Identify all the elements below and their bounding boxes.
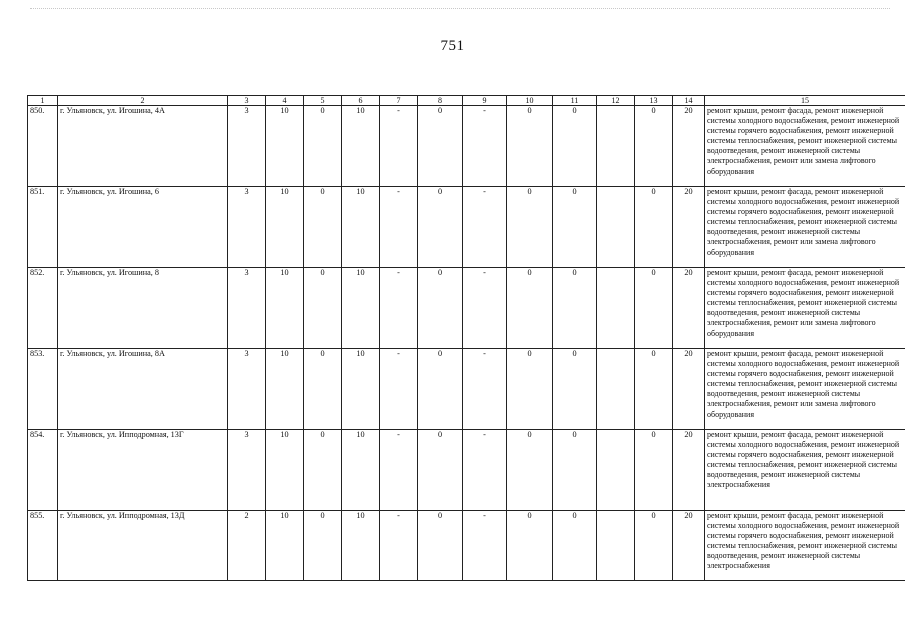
value-cell: 0: [553, 268, 597, 349]
value-cell: 0: [304, 106, 342, 187]
value-cell: 3: [228, 106, 266, 187]
value-cell: -: [463, 430, 507, 511]
row-number: 855.: [28, 511, 58, 581]
address-cell: г. Ульяновск, ул. Ипподромная, 13Г: [58, 430, 228, 511]
row-number: 852.: [28, 268, 58, 349]
value-cell: 20: [673, 106, 705, 187]
row-number: 854.: [28, 430, 58, 511]
value-cell: 0: [635, 349, 673, 430]
column-header: 10: [507, 96, 553, 106]
value-cell: 10: [342, 268, 380, 349]
works-cell: ремонт крыши, ремонт фасада, ремонт инженерной системы холодного водоснабжения, ремонт инженерной системы горячего водоснабжения, ремонт инженерной системы теплоснабжения, ремонт инженерной системы водоотведения, ремонт инженерной системы электроснабжения: [705, 430, 905, 511]
value-cell: -: [463, 268, 507, 349]
value-cell: 3: [228, 268, 266, 349]
value-cell: 0: [553, 349, 597, 430]
value-cell: 0: [553, 511, 597, 581]
value-cell: 0: [304, 187, 342, 268]
value-cell: 20: [673, 268, 705, 349]
value-cell: 20: [673, 430, 705, 511]
value-cell: -: [380, 268, 418, 349]
works-cell: ремонт крыши, ремонт фасада, ремонт инженерной системы холодного водоснабжения, ремонт инженерной системы горячего водоснабжения, ремонт инженерной системы теплоснабжения, ремонт инженерной системы водоотведения, ремонт инженерной системы электроснабжения, ремонт или замена лифтового оборудования: [705, 268, 905, 349]
value-cell: 10: [342, 430, 380, 511]
value-cell: [597, 349, 635, 430]
value-cell: -: [463, 106, 507, 187]
value-cell: 0: [635, 187, 673, 268]
value-cell: 0: [635, 268, 673, 349]
value-cell: 0: [304, 430, 342, 511]
works-cell: ремонт крыши, ремонт фасада, ремонт инженерной системы холодного водоснабжения, ремонт инженерной системы горячего водоснабжения, ремонт инженерной системы теплоснабжения, ремонт инженерной системы водоотведения, ремонт инженерной системы электроснабжения: [705, 511, 905, 581]
row-number: 850.: [28, 106, 58, 187]
value-cell: [597, 106, 635, 187]
value-cell: -: [463, 511, 507, 581]
column-header: 3: [228, 96, 266, 106]
value-cell: 0: [553, 106, 597, 187]
repair-table: [27, 95, 905, 581]
column-header: 11: [553, 96, 597, 106]
column-header: 9: [463, 96, 507, 106]
column-header: 2: [58, 96, 228, 106]
header-row: [28, 96, 905, 106]
works-cell: ремонт крыши, ремонт фасада, ремонт инженерной системы холодного водоснабжения, ремонт инженерной системы горячего водоснабжения, ремонт инженерной системы теплоснабжения, ремонт инженерной системы водоотведения, ремонт инженерной системы электроснабжения, ремонт или замена лифтового оборудования: [705, 349, 905, 430]
value-cell: 0: [418, 430, 463, 511]
address-cell: г. Ульяновск, ул. Игошина, 8А: [58, 349, 228, 430]
value-cell: 10: [342, 187, 380, 268]
value-cell: 0: [304, 511, 342, 581]
row-number: 853.: [28, 349, 58, 430]
value-cell: [597, 268, 635, 349]
value-cell: -: [380, 349, 418, 430]
column-header: 1: [28, 96, 58, 106]
address-cell: г. Ульяновск, ул. Игошина, 8: [58, 268, 228, 349]
value-cell: 0: [507, 511, 553, 581]
value-cell: -: [380, 511, 418, 581]
table-row: [28, 430, 905, 511]
value-cell: 2: [228, 511, 266, 581]
address-cell: г. Ульяновск, ул. Игошина, 6: [58, 187, 228, 268]
value-cell: -: [380, 106, 418, 187]
value-cell: -: [463, 187, 507, 268]
value-cell: 10: [342, 106, 380, 187]
value-cell: 10: [266, 430, 304, 511]
page-number: 751: [440, 38, 465, 54]
value-cell: 3: [228, 430, 266, 511]
value-cell: 10: [266, 106, 304, 187]
table-row: [28, 106, 905, 187]
value-cell: 0: [507, 187, 553, 268]
column-header: 13: [635, 96, 673, 106]
row-number: 851.: [28, 187, 58, 268]
column-header: 6: [342, 96, 380, 106]
value-cell: 10: [266, 268, 304, 349]
address-cell: г. Ульяновск, ул. Ипподромная, 13Д: [58, 511, 228, 581]
value-cell: 3: [228, 187, 266, 268]
value-cell: 0: [418, 511, 463, 581]
value-cell: 20: [673, 349, 705, 430]
value-cell: 0: [507, 349, 553, 430]
value-cell: 0: [418, 268, 463, 349]
column-header: 7: [380, 96, 418, 106]
value-cell: 10: [342, 349, 380, 430]
value-cell: -: [380, 430, 418, 511]
value-cell: 0: [553, 430, 597, 511]
column-header: 14: [673, 96, 705, 106]
value-cell: 0: [635, 106, 673, 187]
value-cell: 10: [266, 187, 304, 268]
column-header: 8: [418, 96, 463, 106]
table-row: [28, 349, 905, 430]
value-cell: 0: [304, 268, 342, 349]
value-cell: 20: [673, 187, 705, 268]
value-cell: 20: [673, 511, 705, 581]
value-cell: 10: [342, 511, 380, 581]
column-header: 4: [266, 96, 304, 106]
value-cell: 0: [507, 106, 553, 187]
value-cell: [597, 187, 635, 268]
value-cell: 0: [635, 430, 673, 511]
column-header: 15: [705, 96, 905, 106]
value-cell: 0: [507, 268, 553, 349]
works-cell: ремонт крыши, ремонт фасада, ремонт инженерной системы холодного водоснабжения, ремонт инженерной системы горячего водоснабжения, ремонт инженерной системы теплоснабжения, ремонт инженерной системы водоотведения, ремонт инженерной системы электроснабжения, ремонт или замена лифтового оборудования: [705, 187, 905, 268]
address-cell: г. Ульяновск, ул. Игошина, 4А: [58, 106, 228, 187]
value-cell: 0: [553, 187, 597, 268]
value-cell: 0: [418, 106, 463, 187]
table-row: [28, 187, 905, 268]
value-cell: 0: [304, 349, 342, 430]
column-header: 5: [304, 96, 342, 106]
table-row: [28, 268, 905, 349]
value-cell: -: [380, 187, 418, 268]
value-cell: [597, 430, 635, 511]
value-cell: 0: [418, 187, 463, 268]
table-row: [28, 511, 905, 581]
value-cell: 0: [635, 511, 673, 581]
value-cell: 10: [266, 511, 304, 581]
value-cell: 0: [418, 349, 463, 430]
column-header: 12: [597, 96, 635, 106]
value-cell: [597, 511, 635, 581]
value-cell: -: [463, 349, 507, 430]
scan-artifact-line: [30, 8, 890, 11]
works-cell: ремонт крыши, ремонт фасада, ремонт инженерной системы холодного водоснабжения, ремонт инженерной системы горячего водоснабжения, ремонт инженерной системы теплоснабжения, ремонт инженерной системы водоотведения, ремонт инженерной системы электроснабжения, ремонт или замена лифтового оборудования: [705, 106, 905, 187]
value-cell: 10: [266, 349, 304, 430]
value-cell: 3: [228, 349, 266, 430]
value-cell: 0: [507, 430, 553, 511]
